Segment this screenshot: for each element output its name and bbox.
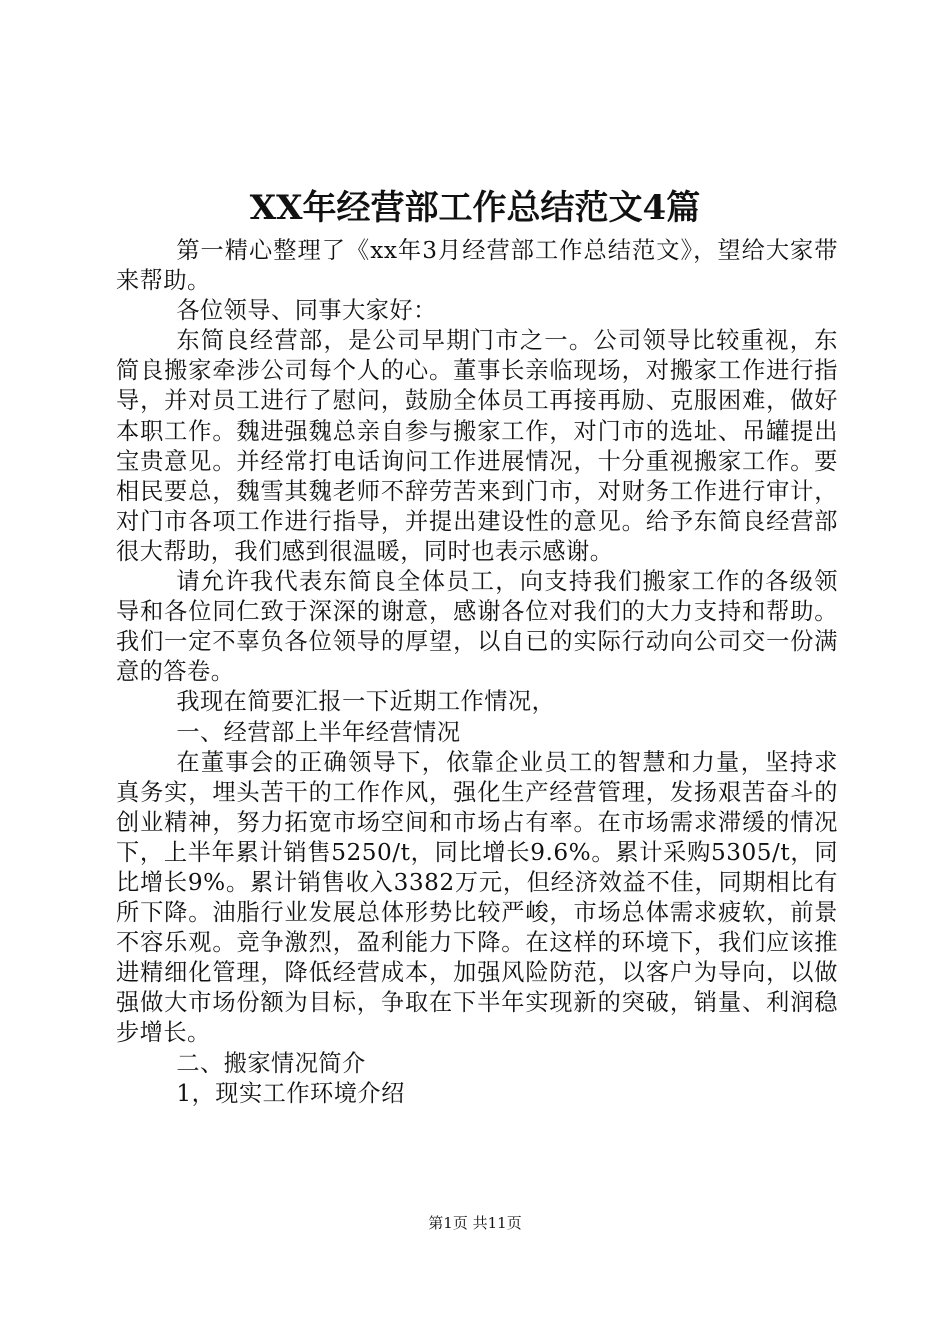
paragraph-intro: 第一精心整理了《xx年3月经营部工作总结范文》，望给大家带来帮助。 bbox=[116, 237, 838, 295]
page-footer: 第1页 共11页 bbox=[428, 1214, 522, 1232]
section-heading-2: 二、搬家情况简介 bbox=[176, 1049, 366, 1077]
paragraph-business-status: 在董事会的正确领导下，依靠企业员工的智慧和力量，坚持求真务实，埋头苦干的工作作风，强化生产经营管理，发扬艰苦奋斗的创业精神，努力拓宽市场空间和市场占有率。在市场需求滞缓的情况下，上半年累计销售5250/t，同比增长9.6%。累计采购5305/t，同比增长9%。累计销售收入3382万元，但经济效益不佳，同期相比有所下降。油脂行业发展总体形势比较严峻，市场总体需求疲软，前景不容乐观。竞争激烈，盈利能力下降。在这样的环境下，我们应该推进精细化管理，降低经营成本，加强风险防范，以客户为导向，以做强做大市场份额为目标，争取在下半年实现新的突破，销量、利润稳步增长。 bbox=[116, 748, 838, 1047]
subsection-heading-1: 1，现实工作环境介绍 bbox=[176, 1079, 405, 1107]
document-title: XX年经营部工作总结范文4篇 bbox=[249, 188, 701, 228]
paragraph-greeting: 各位领导、同事大家好： bbox=[176, 297, 437, 325]
paragraph-report-intro: 我现在简要汇报一下近期工作情况， bbox=[176, 688, 556, 716]
document-body bbox=[116, 236, 838, 1109]
paragraph-background: 东简良经营部，是公司早期门市之一。公司领导比较重视，东简良搬家牵涉公司每个人的心。董事长亲临现场，对搬家工作进行指导，并对员工进行了慰问，鼓励全体员工再接再励、克服困难，做好本职工作。魏进强魏总亲自参与搬家工作，对门市的选址、吊罐提出宝贵意见。并经常打电话询问工作进展情况，十分重视搬家工作。要相民要总，魏雪其魏老师不辞劳苦来到门市，对财务工作进行审计，对门市各项工作进行指导，并提出建设性的意见。给予东简良经营部很大帮助，我们感到很温暖，同时也表示感谢。 bbox=[116, 327, 838, 565]
paragraph-thanks: 请允许我代表东简良全体员工，向支持我们搬家工作的各级领导和各位同仁致于深深的谢意，感谢各位对我们的大力支持和帮助。我们一定不辜负各位领导的厚望，以自已的实际行动向公司交一份满意的答卷。 bbox=[116, 568, 838, 686]
section-heading-1: 一、经营部上半年经营情况 bbox=[176, 718, 461, 746]
